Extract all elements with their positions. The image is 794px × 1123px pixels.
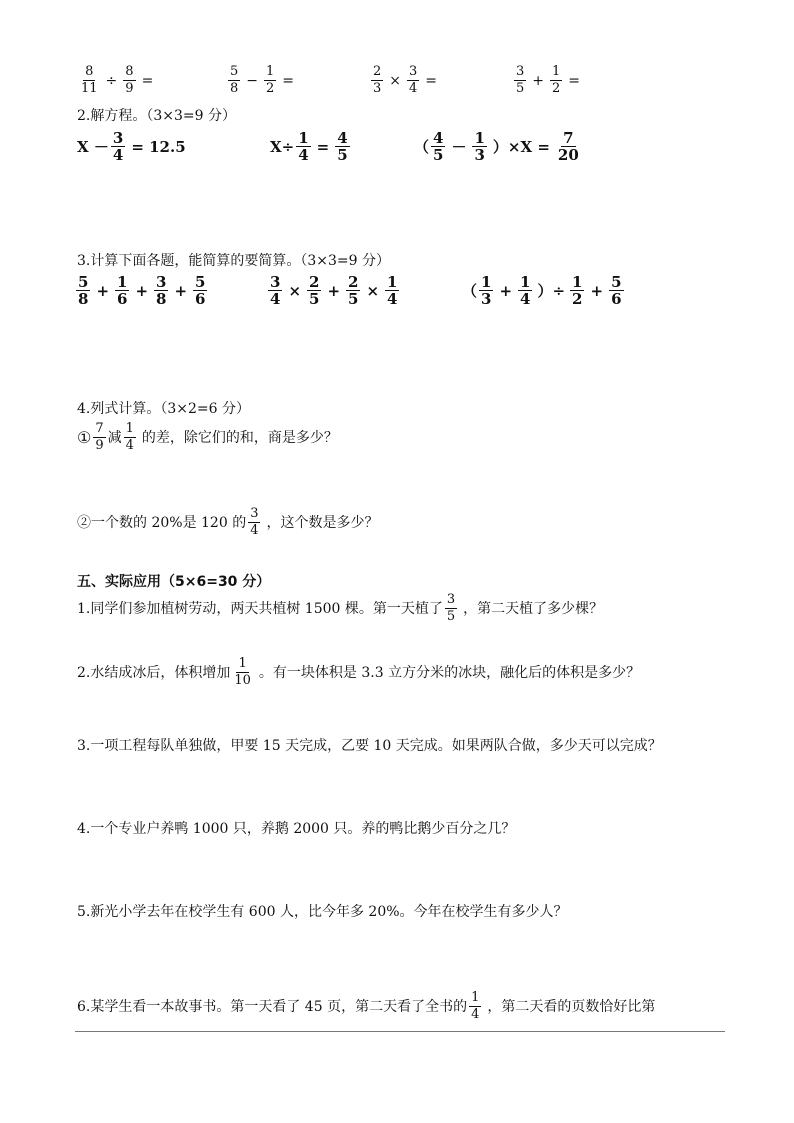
section-5-heading: 五、实际应用（5×6=30 分） xyxy=(77,574,271,590)
fraction: $\frac{1}{3}$ xyxy=(474,129,485,164)
fraction: $\frac{1}{4}$ xyxy=(387,273,398,308)
fraction: $\frac{8}{9}$ xyxy=(125,64,134,96)
problem-3: 3.一项工程每队单独做，甲要 15 天完成，乙要 10 天完成。如果两队合做，多少天可以完成？ xyxy=(77,738,662,754)
fraction: $\frac{2}{3}$ xyxy=(373,64,382,96)
fraction: $\frac{5}{6}$ xyxy=(611,273,622,308)
fraction: $\frac{5}{8}$ xyxy=(230,64,239,96)
question-1: ① $\frac{7}{9}$ 减 $\frac{1}{4}$ 的差，除它们的和，商是多少？ xyxy=(77,421,338,453)
problem-6: 6.某学生看一本故事书。第一天看了 45 页，第二天看了全书的 $\frac{1}{4}$ ，第二天看的页数恰好比第 xyxy=(77,990,656,1022)
fraction: $\frac{1}{4}$ xyxy=(520,273,531,308)
fraction: $\frac{4}{5}$ xyxy=(337,129,348,164)
fraction: $\frac{3}{4}$ xyxy=(250,506,259,538)
fraction: $\frac{2}{5}$ xyxy=(348,273,359,308)
page-divider xyxy=(75,1031,725,1032)
fraction: $\frac{3}{4}$ xyxy=(112,129,124,164)
fraction: $\frac{1}{4}$ xyxy=(298,129,309,164)
arith-1: $\frac{8}{11}$ ÷ $\frac{8}{9}$ = xyxy=(81,64,154,96)
equation-3: （ $\frac{4}{5}$ － $\frac{1}{3}$ ）×X = $\frac{7}{20}$ xyxy=(414,129,579,164)
fraction: $\frac{3}{4}$ xyxy=(270,273,281,308)
fraction: $\frac{1}{4}$ xyxy=(471,990,480,1022)
equation-1: X － $\frac{3}{4}$ = 12.5 xyxy=(77,129,186,164)
fraction: $\frac{3}{4}$ xyxy=(409,64,418,96)
arith-3: $\frac{2}{3}$ × $\frac{3}{4}$ = xyxy=(373,64,438,96)
fraction: $\frac{1}{2}$ xyxy=(572,273,583,308)
arith-2: $\frac{5}{8}$ − $\frac{1}{2}$ = xyxy=(230,64,295,96)
section-3-heading: 3.计算下面各题，能简算的要简算。（3×3=9 分） xyxy=(77,253,390,269)
fraction: $\frac{8}{11}$ xyxy=(81,64,98,96)
fraction: $\frac{2}{5}$ xyxy=(309,273,320,308)
expression-2: $\frac{3}{4}$ × $\frac{2}{5}$ + $\frac{2}{5}$ × $\frac{1}{4}$ xyxy=(270,273,398,308)
section-4-heading: 4.列式计算。（3×2=6 分） xyxy=(77,401,250,417)
expression-1: $\frac{5}{8}$ + $\frac{1}{6}$ + $\frac{3}{8}$ + $\frac{5}{6}$ xyxy=(78,273,206,308)
problem-4: 4.一个专业户养鸭 1000 只，养鹅 2000 只。养的鸭比鹅少百分之几？ xyxy=(77,821,516,837)
fraction: $\frac{5}{6}$ xyxy=(195,273,206,308)
question-2: ②一个数的 20%是 120 的 $\frac{3}{4}$ ，这个数是多少？ xyxy=(77,506,379,538)
fraction: $\frac{1}{10}$ xyxy=(234,656,251,688)
fraction: $\frac{1}{6}$ xyxy=(117,273,128,308)
fraction: $\frac{1}{2}$ xyxy=(266,64,275,96)
equation-2: X÷ $\frac{1}{4}$ = $\frac{4}{5}$ xyxy=(270,129,348,164)
expression-3: （ $\frac{1}{3}$ + $\frac{1}{4}$ ）÷ $\frac{1}{2}$ + $\frac{5}{6}$ xyxy=(462,273,622,308)
fraction: $\frac{1}{4}$ xyxy=(125,421,134,453)
fraction: $\frac{7}{9}$ xyxy=(95,421,104,453)
fraction: $\frac{5}{8}$ xyxy=(78,273,89,308)
problem-2: 2.水结成冰后，体积增加 $\frac{1}{10}$ 。有一块体积是 3.3 立方分米的冰块，融化后的体积是多少？ xyxy=(77,656,641,688)
fraction: $\frac{3}{5}$ xyxy=(516,64,525,96)
fraction: $\frac{3}{8}$ xyxy=(156,273,167,308)
problem-1: 1.同学们参加植树劳动，两天共植树 1500 棵。第一天植了 $\frac{3}{5}$ ，第二天植了多少棵？ xyxy=(77,592,604,624)
fraction: $\frac{4}{5}$ xyxy=(433,129,444,164)
section-2-heading: 2.解方程。（3×3=9 分） xyxy=(77,108,236,124)
fraction: $\frac{1}{2}$ xyxy=(552,64,561,96)
problem-5: 5.新光小学去年在校学生有 600 人，比今年多 20%。今年在校学生有多少人？ xyxy=(77,904,568,920)
fraction: $\frac{1}{3}$ xyxy=(481,273,492,308)
fraction: $\frac{7}{20}$ xyxy=(557,129,579,164)
arith-4: $\frac{3}{5}$ + $\frac{1}{2}$ = xyxy=(516,64,581,96)
fraction: $\frac{3}{5}$ xyxy=(446,592,456,624)
